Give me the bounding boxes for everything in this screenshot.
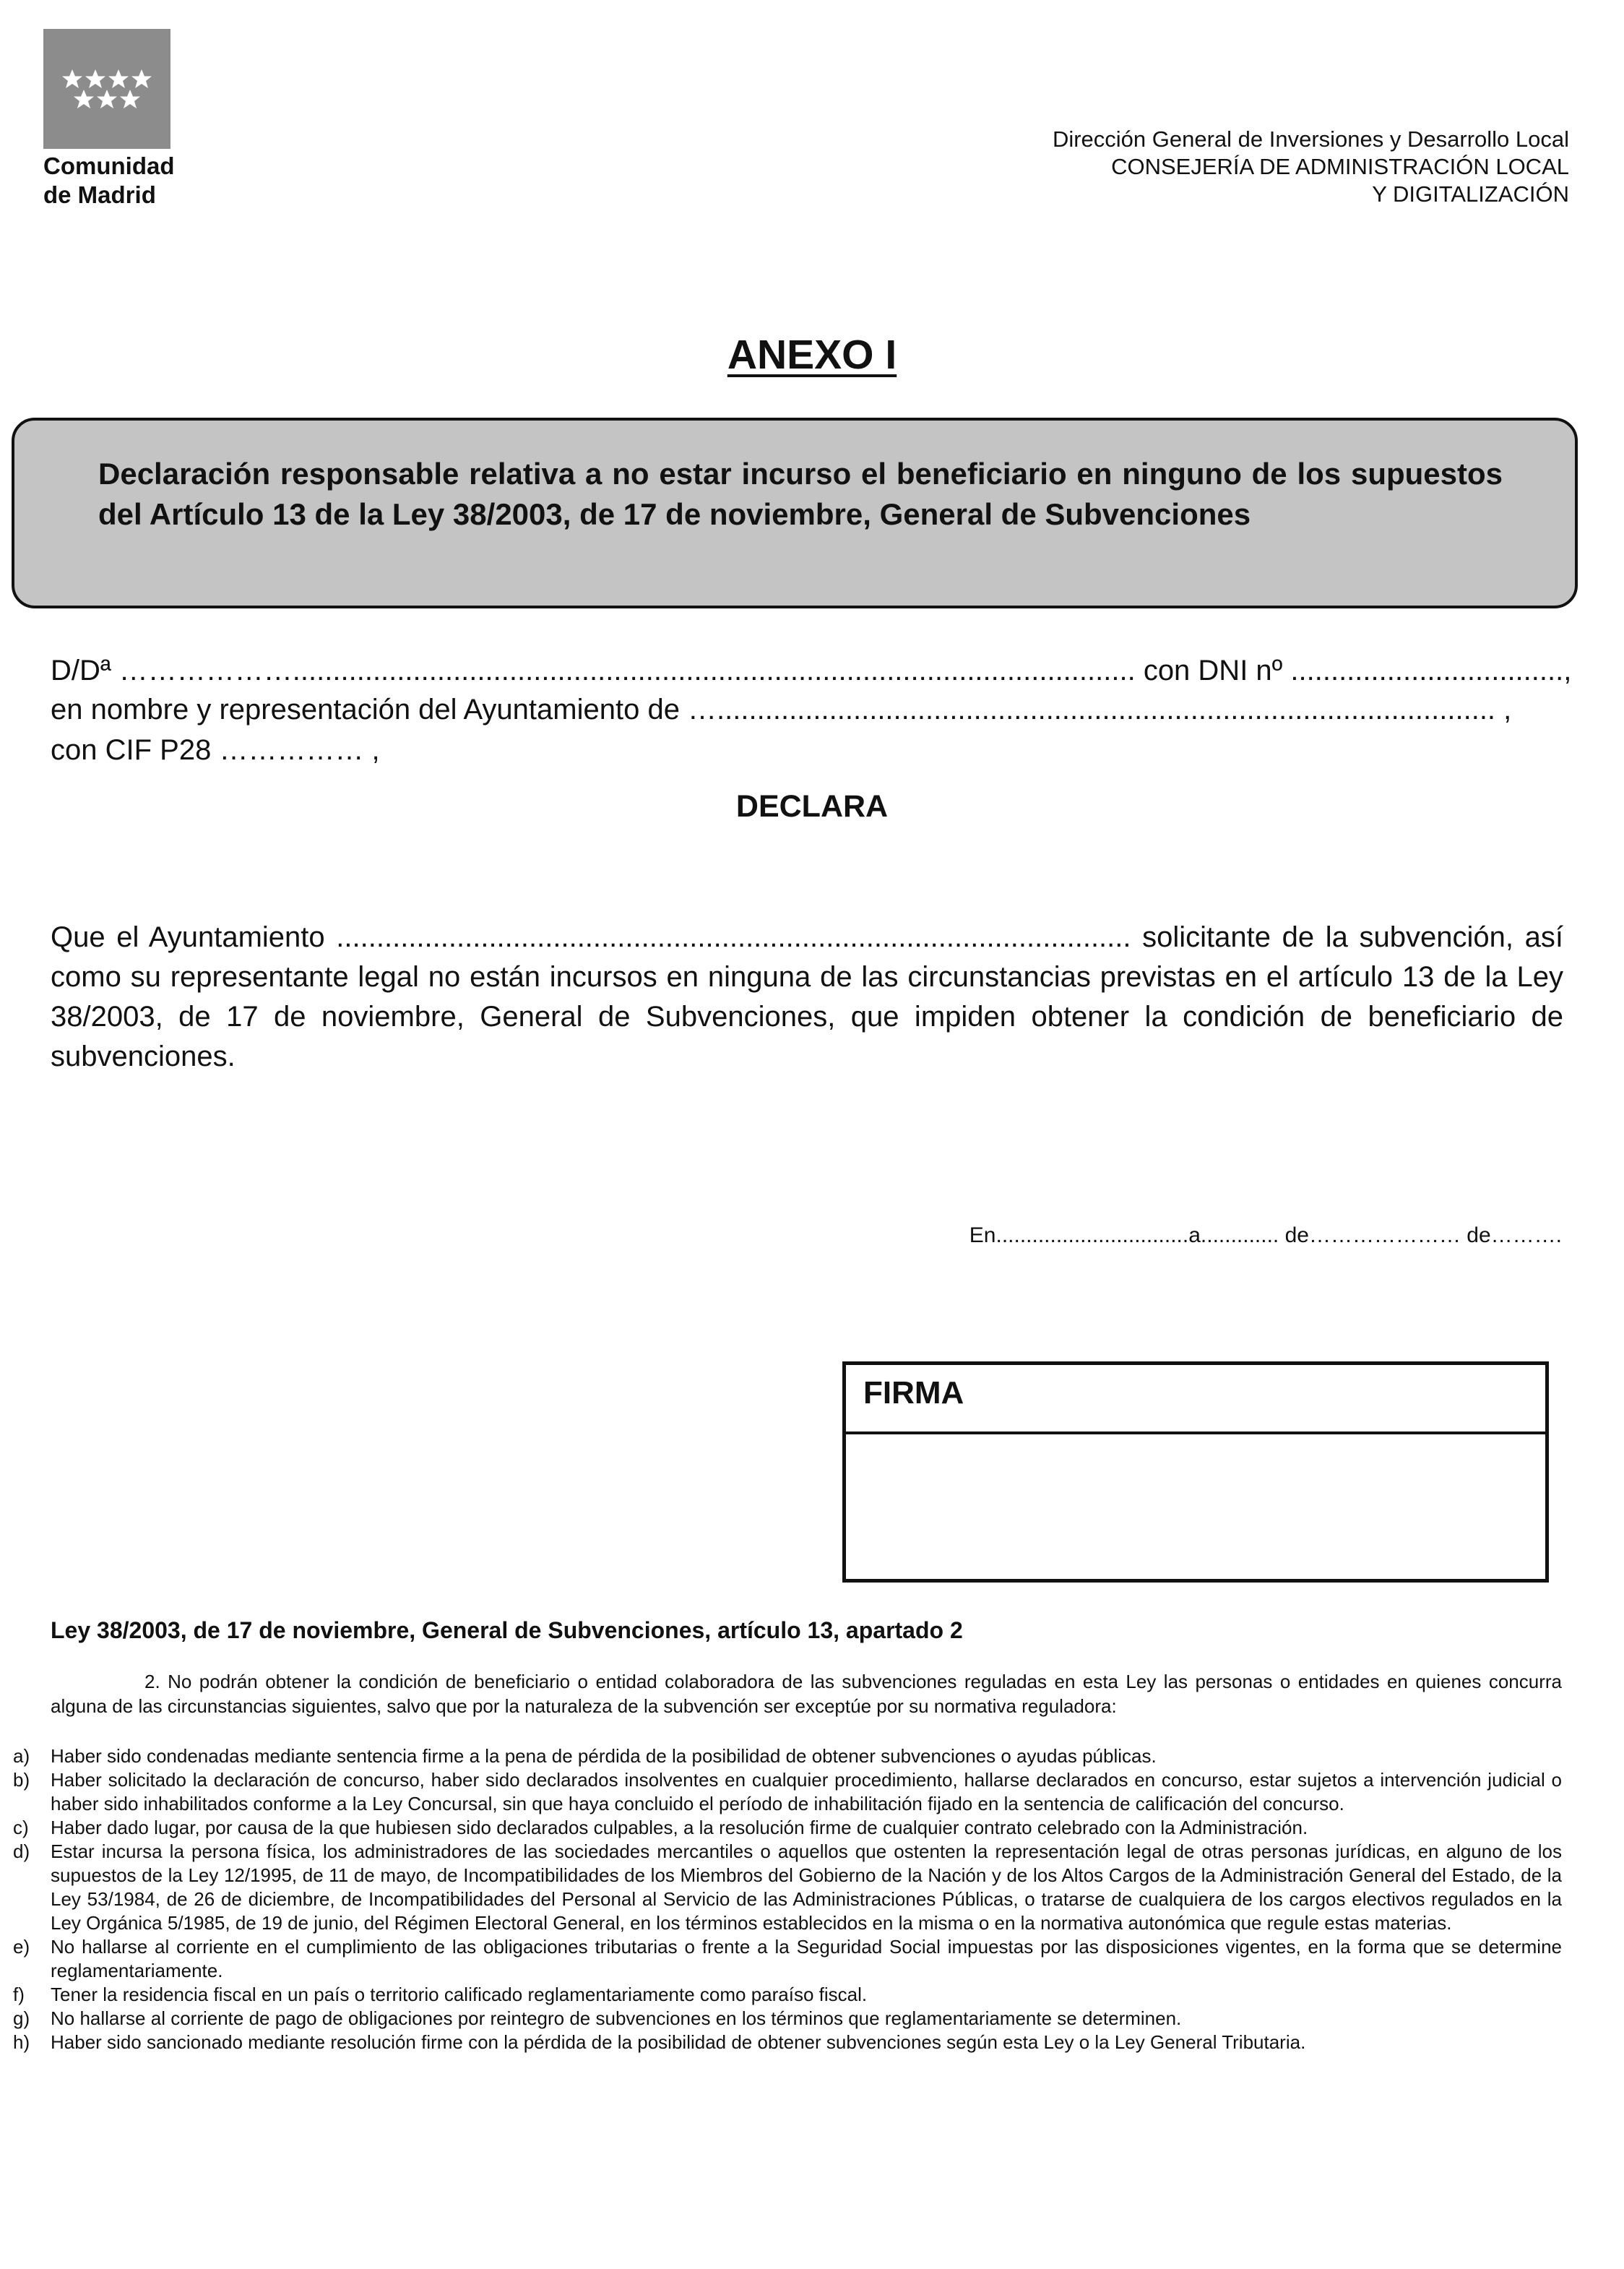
list-item <box>13 2031 1562 2054</box>
stars-icon <box>43 29 170 149</box>
law-items-list <box>13 1744 1562 2054</box>
item-letter: h) <box>13 2031 30 2053</box>
field-ayuntamiento[interactable]: en nombre y representación del Ayuntamiento de …................................................................................................. , <box>51 694 1512 726</box>
logo-line-2: de Madrid <box>43 181 156 208</box>
subtitle: Declaración responsable relativa a no estar incurso el beneficiario en ninguno de los supuestos del Artículo 13 de la Ley 38/2003, de 17 de noviembre, General de Subvenciones <box>98 457 1503 531</box>
item-text: No hallarse al corriente en el cumplimiento de las obligaciones tributarias o frente a la Seguridad Social impuestas por las disposiciones vigentes, en la forma que se determine reglamentariamente. <box>51 1936 1562 1981</box>
document-title: ANEXO I <box>727 332 897 378</box>
item-letter: b) <box>13 1769 30 1791</box>
item-letter: e) <box>13 1936 30 1958</box>
department-header <box>1053 126 1569 208</box>
logo <box>43 29 170 149</box>
place-date-line[interactable]: En................................a............. de………………… de………. <box>969 1223 1562 1247</box>
list-item <box>13 1744 1562 1768</box>
item-text: Haber dado lugar, por causa de la que hubiesen sido declarados culpables, a la resolución firme de cualquier contrato celebrado con la Administración. <box>51 1817 1308 1838</box>
item-text: Tener la residencia fiscal en un país o territorio calificado reglamentariamente como paraíso fiscal. <box>51 1984 868 2005</box>
logo-line-1: Comunidad <box>43 152 175 179</box>
signature-header <box>846 1365 1545 1434</box>
item-text: Haber sido sancionado mediante resolución firme con la pérdida de la posibilidad de obtener subvenciones según esta Ley o la Ley General Tributaria. <box>51 2031 1306 2053</box>
signature-label: FIRMA <box>863 1375 964 1411</box>
item-letter: g) <box>13 2007 30 2029</box>
list-item <box>13 2007 1562 2031</box>
field-cif[interactable]: con CIF P28 …………… , <box>51 734 380 766</box>
item-text: Haber sido condenadas mediante sentencia firme a la pena de pérdida de la posibilidad de obtener subvenciones o ayudas públicas. <box>51 1745 1157 1767</box>
declaration-paragraph: Que el Ayuntamiento ................................................................................................... solicitante de la subvención, así como su representante legal no están incursos en ninguna de las circunstancias previstas en el artículo 13 de la Ley 38/2003, de 17 de noviembre, General de Subvenciones, que impiden obtener la condición de beneficiario de subvenciones. <box>51 921 1563 1072</box>
declara-heading: DECLARA <box>735 789 889 824</box>
law-title: Ley 38/2003, de 17 de noviembre, General de Subvenciones, artículo 13, apartado 2 <box>51 1617 963 1643</box>
item-letter: c) <box>13 1817 29 1838</box>
law-intro: 2. No podrán obtener la condición de beneficiario o entidad colaboradora de las subvenciones reguladas en esta Ley las personas o entidades en quienes concurra alguna de las circunstancias siguientes, salvo que por la naturaleza de la subvención ser exceptúe por su normativa reguladora: <box>51 1671 1562 1717</box>
header-line-1: Dirección General de Inversiones y Desarrollo Local <box>1052 126 1569 152</box>
list-item <box>13 1816 1562 1840</box>
list-item <box>13 1768 1562 1816</box>
item-letter: f) <box>13 1984 25 2005</box>
item-letter: d) <box>13 1840 30 1862</box>
signature-box[interactable] <box>842 1361 1549 1583</box>
header-line-2: CONSEJERÍA DE ADMINISTRACIÓN LOCAL <box>1111 154 1569 179</box>
item-text: Estar incursa la persona física, los administradores de las sociedades mercantiles o aquellos que ostenten la representación legal de otras personas jurídicas, en alguno de los supuestos de la Ley 12/1995, de 11 de mayo, de Incompatibilidades de los Miembros del Gobierno de la Nación y de los Altos Cargos de la Administración General del Estado, de la Ley 53/1984, de 26 de diciembre, de Incompatibilidades del Personal al Servicio de las Administraciones Públicas, o tratarse de cualquiera de los cargos electivos regulados en la Ley Orgánica 5/1985, de 19 de junio, del Régimen Electoral General, en los términos establecidos en la misma o en la normativa autonómica que regule estas materias. <box>51 1840 1562 1934</box>
list-item <box>13 1840 1562 1935</box>
logo-text <box>43 152 174 210</box>
item-text: No hallarse al corriente de pago de obligaciones por reintegro de subvenciones en los términos que reglamentariamente se determinen. <box>51 2007 1182 2029</box>
item-text: Haber solicitado la declaración de concurso, haber sido declarados insolventes en cualquier procedimiento, hallarse declarados en concurso, estar sujetos a intervención judicial o haber sido inhabilitados conforme a la Ley Concursal, sin que haya concluido el período de inhabilitación fijado en la sentencia de calificación del concurso. <box>51 1769 1562 1814</box>
list-item <box>13 1983 1562 2007</box>
item-letter: a) <box>13 1745 30 1767</box>
list-item <box>13 1935 1562 1983</box>
header-line-3: Y DIGITALIZACIÓN <box>1372 181 1569 207</box>
field-name-dni[interactable]: D/Dª ………………......................................................................................................... con DNI nº .................................., <box>51 655 1572 686</box>
